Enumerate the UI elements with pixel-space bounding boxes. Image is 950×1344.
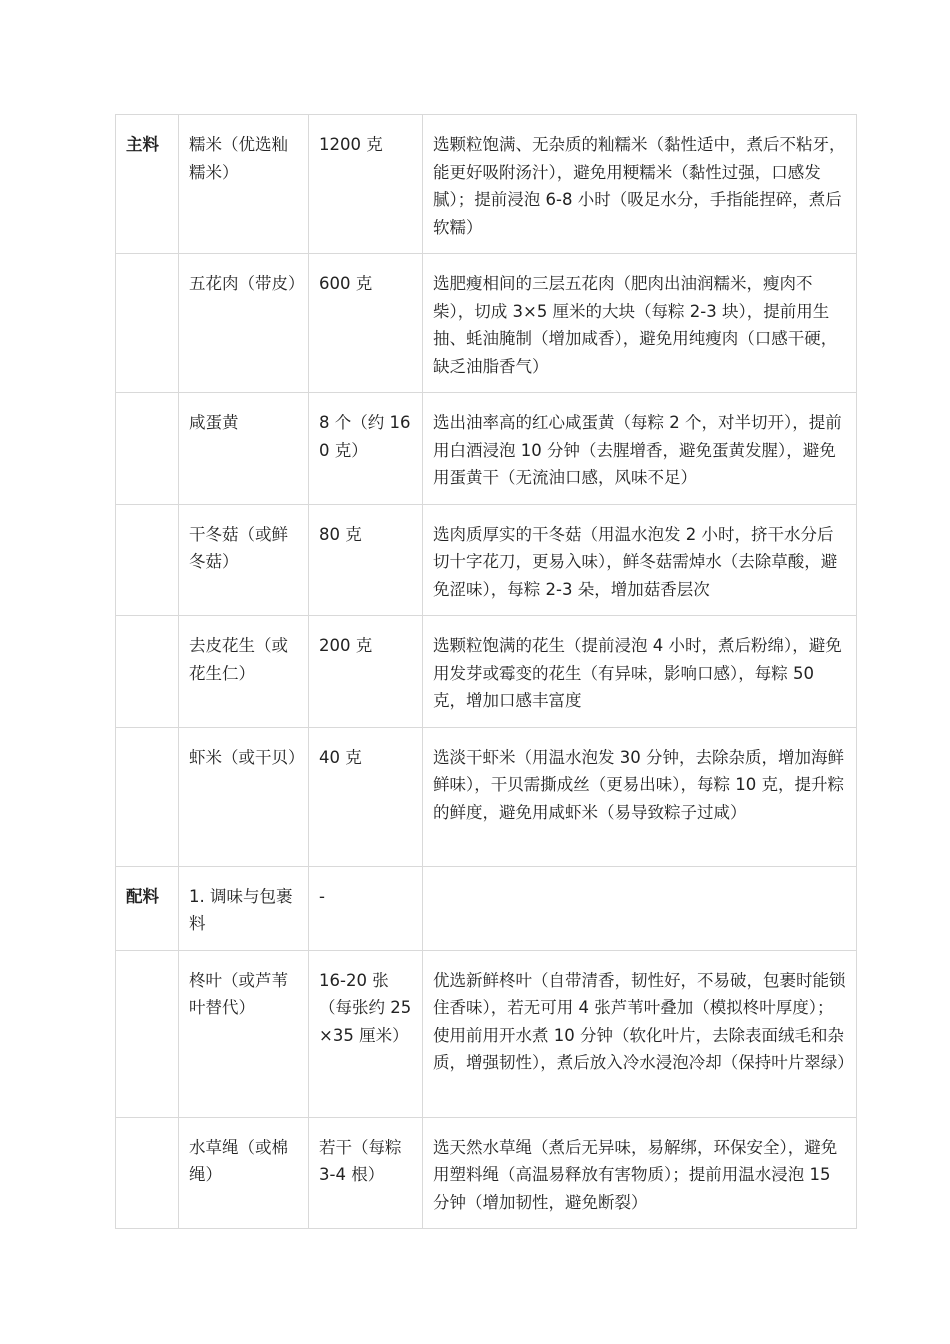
note-cell bbox=[423, 866, 857, 950]
amount-cell: 600 克 bbox=[309, 254, 423, 393]
category-cell bbox=[116, 504, 179, 616]
ingredient-name-cell: 虾米（或干贝） bbox=[179, 727, 309, 866]
table-row bbox=[116, 115, 857, 254]
category-cell bbox=[116, 616, 179, 728]
table-row bbox=[116, 254, 857, 393]
ingredient-name-cell: 去皮花生（或花生仁） bbox=[179, 616, 309, 728]
ingredients-table bbox=[115, 114, 857, 1229]
table-row bbox=[116, 393, 857, 505]
category-cell bbox=[116, 393, 179, 505]
amount-cell: 80 克 bbox=[309, 504, 423, 616]
note-cell: 选颗粒饱满的花生（提前浸泡 4 小时，煮后粉绵），避免用发芽或霉变的花生（有异味，影响口感），每粽 50 克，增加口感丰富度 bbox=[423, 616, 857, 728]
note-cell: 优选新鲜柊叶（自带清香，韧性好，不易破，包裹时能锁住香味），若无可用 4 张芦苇叶叠加（模拟柊叶厚度）；使用前用开水煮 10 分钟（软化叶片，去除表面绒毛和杂质，增强韧性），煮后放入冷水浸泡冷却（保持叶片翠绿） bbox=[423, 950, 857, 1117]
table-row bbox=[116, 950, 857, 1117]
note-cell: 选淡干虾米（用温水泡发 30 分钟，去除杂质，增加海鲜鲜味），干贝需撕成丝（更易出味），每粽 10 克，提升粽的鲜度，避免用咸虾米（易导致粽子过咸） bbox=[423, 727, 857, 866]
ingredient-name-cell: 1. 调味与包裹料 bbox=[179, 866, 309, 950]
category-cell bbox=[116, 727, 179, 866]
ingredient-name-cell: 水草绳（或棉绳） bbox=[179, 1117, 309, 1229]
table-row bbox=[116, 1117, 857, 1229]
amount-cell: 1200 克 bbox=[309, 115, 423, 254]
category-cell: 主料 bbox=[116, 115, 179, 254]
ingredient-name-cell: 糯米（优选籼糯米） bbox=[179, 115, 309, 254]
category-cell bbox=[116, 1117, 179, 1229]
category-cell bbox=[116, 950, 179, 1117]
note-cell: 选颗粒饱满、无杂质的籼糯米（黏性适中，煮后不粘牙，能更好吸附汤汁），避免用粳糯米（黏性过强，口感发腻）；提前浸泡 6-8 小时（吸足水分，手指能捏碎，煮后软糯） bbox=[423, 115, 857, 254]
note-cell: 选天然水草绳（煮后无异味，易解绑，环保安全），避免用塑料绳（高温易释放有害物质）；提前用温水浸泡 15 分钟（增加韧性，避免断裂） bbox=[423, 1117, 857, 1229]
table-row bbox=[116, 504, 857, 616]
amount-cell: 若干（每粽 3-4 根） bbox=[309, 1117, 423, 1229]
ingredient-name-cell: 五花肉（带皮） bbox=[179, 254, 309, 393]
table-row bbox=[116, 616, 857, 728]
amount-cell: 200 克 bbox=[309, 616, 423, 728]
note-cell: 选出油率高的红心咸蛋黄（每粽 2 个，对半切开），提前用白酒浸泡 10 分钟（去腥增香，避免蛋黄发腥），避免用蛋黄干（无流油口感，风味不足） bbox=[423, 393, 857, 505]
category-cell bbox=[116, 254, 179, 393]
table-row bbox=[116, 727, 857, 866]
table-row bbox=[116, 866, 857, 950]
amount-cell: - bbox=[309, 866, 423, 950]
amount-cell: 40 克 bbox=[309, 727, 423, 866]
ingredient-name-cell: 咸蛋黄 bbox=[179, 393, 309, 505]
category-cell: 配料 bbox=[116, 866, 179, 950]
amount-cell: 16-20 张（每张约 25×35 厘米） bbox=[309, 950, 423, 1117]
amount-cell: 8 个（约 160 克） bbox=[309, 393, 423, 505]
ingredient-name-cell: 干冬菇（或鲜冬菇） bbox=[179, 504, 309, 616]
note-cell: 选肉质厚实的干冬菇（用温水泡发 2 小时，挤干水分后切十字花刀，更易入味），鲜冬菇需焯水（去除草酸，避免涩味），每粽 2-3 朵，增加菇香层次 bbox=[423, 504, 857, 616]
note-cell: 选肥瘦相间的三层五花肉（肥肉出油润糯米，瘦肉不柴），切成 3×5 厘米的大块（每粽 2-3 块），提前用生抽、蚝油腌制（增加咸香），避免用纯瘦肉（口感干硬，缺乏油脂香气） bbox=[423, 254, 857, 393]
ingredient-name-cell: 柊叶（或芦苇叶替代） bbox=[179, 950, 309, 1117]
